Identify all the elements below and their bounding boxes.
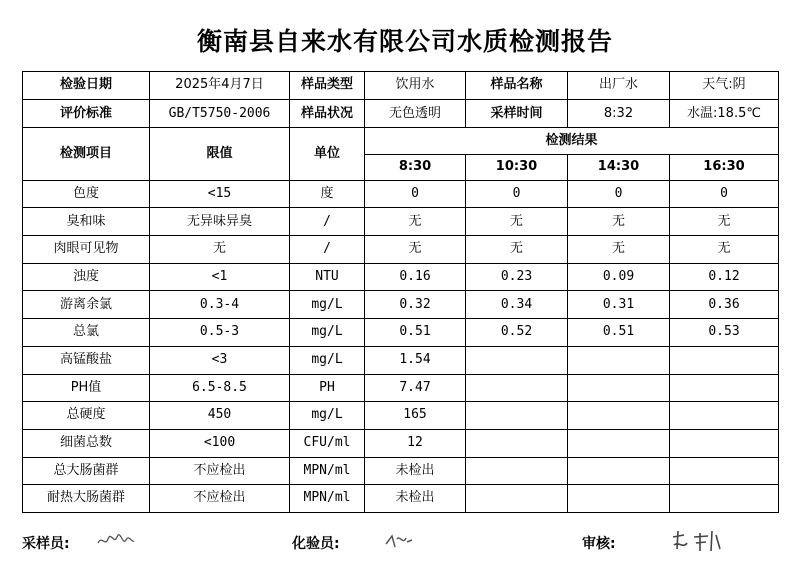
item-name: 总氯 <box>23 319 150 347</box>
result-value <box>466 457 568 485</box>
item-name: 高锰酸盐 <box>23 346 150 374</box>
sample-state-value: 无色透明 <box>365 100 466 128</box>
result-value: 无 <box>466 236 568 264</box>
result-value: 未检出 <box>365 457 466 485</box>
result-value <box>466 346 568 374</box>
result-value: 无 <box>568 236 670 264</box>
report-title: 衡南县自来水有限公司水质检测报告 <box>196 27 613 56</box>
unit-value: MPN/ml <box>290 457 365 485</box>
results-header: 检测结果 <box>365 128 779 154</box>
result-value: 0.12 <box>670 263 779 291</box>
limit-value: 不应检出 <box>150 485 290 513</box>
table-row <box>23 291 779 319</box>
result-value <box>568 374 670 402</box>
table-row <box>23 429 779 457</box>
limit-value: 6.5-8.5 <box>150 374 290 402</box>
table-row <box>23 485 779 513</box>
result-value: 0.34 <box>466 291 568 319</box>
sampling-time-value: 8:32 <box>568 100 670 128</box>
unit-value: NTU <box>290 263 365 291</box>
header-row-1 <box>23 128 779 154</box>
report-table <box>22 71 779 513</box>
result-value: 0.23 <box>466 263 568 291</box>
limit-value: 0.3-4 <box>150 291 290 319</box>
result-value: 0 <box>670 180 779 208</box>
result-value <box>568 402 670 430</box>
item-name: 色度 <box>23 180 150 208</box>
limit-value: 450 <box>150 402 290 430</box>
unit-value: mg/L <box>290 291 365 319</box>
table-row <box>23 457 779 485</box>
limit-value: <100 <box>150 429 290 457</box>
result-value <box>466 485 568 513</box>
item-name: 浊度 <box>23 263 150 291</box>
result-value: 0.36 <box>670 291 779 319</box>
unit-value: / <box>290 208 365 236</box>
result-value <box>670 457 779 485</box>
result-value: 0.53 <box>670 319 779 347</box>
result-value: 0.52 <box>466 319 568 347</box>
result-value: 0.51 <box>365 319 466 347</box>
item-name: 肉眼可见物 <box>23 236 150 264</box>
table-row <box>23 374 779 402</box>
time-header: 16:30 <box>670 154 779 180</box>
table-row <box>23 319 779 347</box>
result-value: 0.51 <box>568 319 670 347</box>
sample-type-value: 饮用水 <box>365 72 466 100</box>
result-value: 1.54 <box>365 346 466 374</box>
unit-value: mg/L <box>290 346 365 374</box>
table-row <box>23 236 779 264</box>
result-value <box>670 402 779 430</box>
standard-label: 评价标准 <box>23 100 150 128</box>
limit-header: 限值 <box>150 128 290 180</box>
unit-value: 度 <box>290 180 365 208</box>
result-value: 0.09 <box>568 263 670 291</box>
time-header: 14:30 <box>568 154 670 180</box>
limit-value: <3 <box>150 346 290 374</box>
unit-value: mg/L <box>290 319 365 347</box>
time-header: 8:30 <box>365 154 466 180</box>
limit-value: 不应检出 <box>150 457 290 485</box>
result-value: 无 <box>568 208 670 236</box>
item-header: 检测项目 <box>23 128 150 180</box>
table-row <box>23 208 779 236</box>
table-row <box>23 346 779 374</box>
limit-value: <15 <box>150 180 290 208</box>
item-name: 总大肠菌群 <box>23 457 150 485</box>
result-value <box>568 457 670 485</box>
sampling-time-label: 采样时间 <box>466 100 568 128</box>
result-value: 未检出 <box>365 485 466 513</box>
water-temp-value: 水温:18.5℃ <box>670 100 779 128</box>
sample-name-value: 出厂水 <box>568 72 670 100</box>
table-row <box>23 402 779 430</box>
result-value <box>670 346 779 374</box>
limit-value: 0.5-3 <box>150 319 290 347</box>
table-row <box>23 180 779 208</box>
item-name: 总硬度 <box>23 402 150 430</box>
item-name: 耐热大肠菌群 <box>23 485 150 513</box>
limit-value: 无 <box>150 236 290 264</box>
sampler-signature <box>96 531 136 555</box>
info-row-2 <box>23 100 779 128</box>
reviewer-signature <box>670 527 724 559</box>
item-name: PH值 <box>23 374 150 402</box>
result-value <box>568 485 670 513</box>
limit-value: 无异味异臭 <box>150 208 290 236</box>
unit-value: mg/L <box>290 402 365 430</box>
tester-label: 化验员: <box>292 536 340 552</box>
sampler-label: 采样员: <box>22 536 70 552</box>
result-value <box>670 374 779 402</box>
limit-value: <1 <box>150 263 290 291</box>
result-value: 0 <box>568 180 670 208</box>
item-name: 游离余氯 <box>23 291 150 319</box>
result-value <box>670 429 779 457</box>
sample-type-label: 样品类型 <box>290 72 365 100</box>
date-value: 2025年4月7日 <box>150 72 290 100</box>
unit-value: / <box>290 236 365 264</box>
reviewer-label: 审核: <box>582 536 616 552</box>
result-value: 0 <box>466 180 568 208</box>
result-value: 无 <box>365 208 466 236</box>
item-name: 细菌总数 <box>23 429 150 457</box>
result-value <box>466 374 568 402</box>
result-value <box>466 429 568 457</box>
table-row <box>23 263 779 291</box>
result-value <box>568 346 670 374</box>
info-row-1 <box>23 72 779 100</box>
result-value: 无 <box>670 208 779 236</box>
result-value: 0.31 <box>568 291 670 319</box>
weather-value: 天气:阴 <box>670 72 779 100</box>
result-value <box>568 429 670 457</box>
result-value: 无 <box>365 236 466 264</box>
unit-value: MPN/ml <box>290 485 365 513</box>
result-value: 0 <box>365 180 466 208</box>
result-value: 7.47 <box>365 374 466 402</box>
standard-value: GB/T5750-2006 <box>150 100 290 128</box>
date-label: 检验日期 <box>23 72 150 100</box>
unit-value: CFU/ml <box>290 429 365 457</box>
result-value: 12 <box>365 429 466 457</box>
result-value: 无 <box>670 236 779 264</box>
unit-value: PH <box>290 374 365 402</box>
sample-name-label: 样品名称 <box>466 72 568 100</box>
tester-signature <box>383 530 415 556</box>
unit-header: 单位 <box>290 128 365 180</box>
result-value <box>466 402 568 430</box>
time-header: 10:30 <box>466 154 568 180</box>
item-name: 臭和味 <box>23 208 150 236</box>
result-value: 0.32 <box>365 291 466 319</box>
result-value <box>670 485 779 513</box>
result-value: 165 <box>365 402 466 430</box>
result-value: 无 <box>466 208 568 236</box>
sample-state-label: 样品状况 <box>290 100 365 128</box>
result-value: 0.16 <box>365 263 466 291</box>
